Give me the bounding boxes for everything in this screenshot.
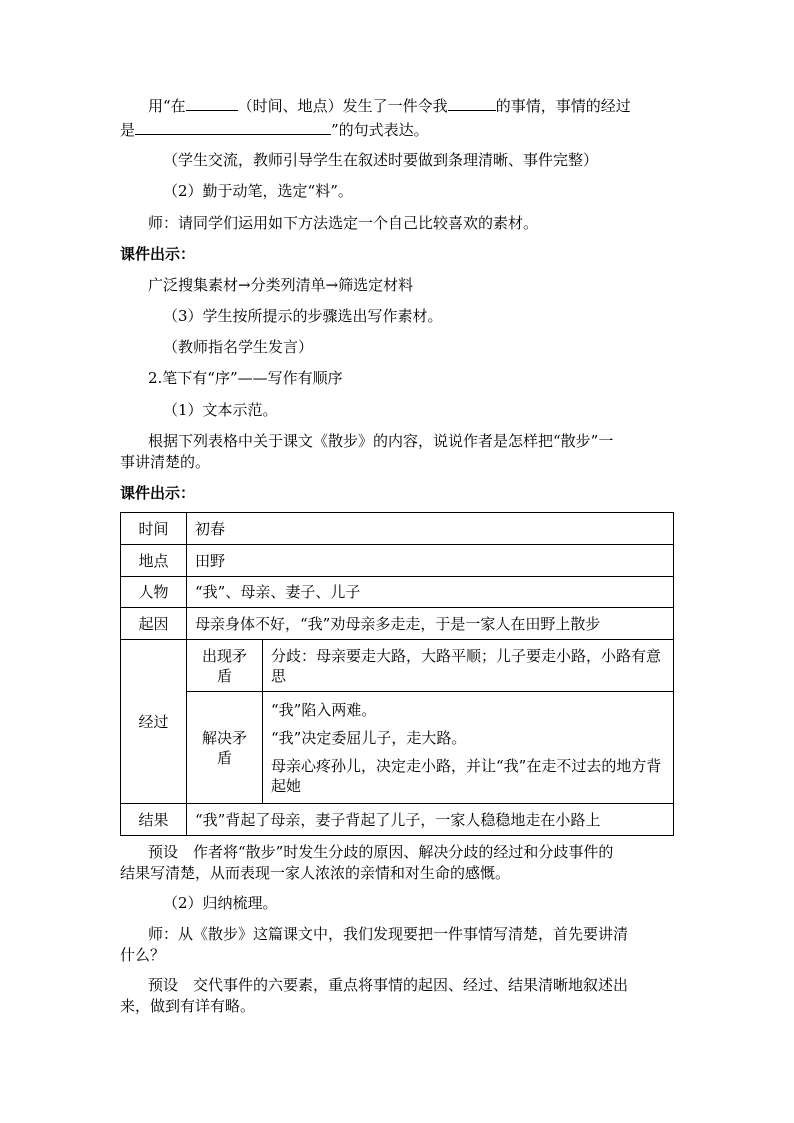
blank-feeling — [448, 96, 496, 111]
table-row — [121, 692, 674, 804]
text: 用“在 — [148, 97, 186, 115]
row-value: 初春 — [187, 513, 674, 545]
sub-value-line: “我”决定委屈儿子，走大路。 — [271, 728, 467, 747]
paragraph-teacher-instruction: 师：请同学们运用如下方法选定一个自己比较喜欢的素材。 — [148, 214, 539, 232]
table-row — [121, 513, 674, 545]
paragraph-sentence-pattern — [148, 96, 631, 116]
paragraph-step-3: （3）学生按所提示的步骤选出写作素材。 — [163, 307, 443, 325]
table-row — [121, 545, 674, 577]
section-heading-order: 2.笔下有“序”——写作有顺序 — [148, 369, 343, 387]
paragraph-preset-1: 预设 作者将“散步”时发生分歧的原因、解决分歧的经过和分歧事件的 — [148, 843, 614, 861]
row-label: 人物 — [121, 577, 187, 608]
paragraph-table-intro: 根据下列表格中关于课文《散步》的内容，说说作者是怎样把“散步”一 — [148, 432, 614, 450]
row-value: “我”、母亲、妻子、儿子 — [187, 577, 674, 608]
table-row — [121, 577, 674, 608]
row-value: 田野 — [187, 545, 674, 577]
paragraph-step-2: （2）勤于动笔，选定“料”。 — [163, 182, 353, 200]
paragraph-method-flow: 广泛搜集素材→分类列清单→筛选定材料 — [148, 276, 414, 294]
text: 的事情，事情的经过 — [495, 97, 631, 115]
sub-value-line: 母亲心疼孙儿，决定走小路，并让“我”在走不过去的地方背起她 — [271, 756, 662, 795]
paragraph-text-demo: （1）文本示范。 — [163, 401, 278, 419]
row-value: “我”背起了母亲，妻子背起了儿子，一家人稳稳地走在小路上 — [187, 804, 674, 836]
paragraph-teacher-question-cont: 什么？ — [120, 946, 166, 964]
row-value: 母亲身体不好，“我”劝母亲多走走，于是一家人在田野上散步 — [187, 608, 674, 640]
paragraph-teacher-calls: （教师指名学生发言） — [163, 338, 314, 356]
sub-label-text: 出现矛盾 — [201, 646, 247, 685]
paragraph-preset-2-cont: 来，做到有详有略。 — [120, 997, 256, 1015]
sub-label — [187, 640, 263, 692]
text: 是 — [120, 121, 136, 139]
table-row — [121, 640, 674, 692]
row-label: 地点 — [121, 545, 187, 577]
paragraph-teacher-question: 师：从《散步》这篇课文中，我们发现要把一件事情写清楚，首先要讲清 — [148, 925, 629, 943]
text: ”的句式表达。 — [331, 121, 429, 139]
paragraph-table-intro-cont: 事讲清楚的。 — [120, 453, 211, 471]
blank-time-place — [186, 96, 238, 111]
table-row — [121, 608, 674, 640]
sub-value: 分歧：母亲要走大路，大路平顺；儿子要走小路，小路有意思 — [263, 640, 674, 692]
row-label: 结果 — [121, 804, 187, 836]
paragraph-student-exchange: （学生交流，教师引导学生在叙述时要做到条理清晰、事件完整） — [163, 151, 599, 169]
text: （时间、地点）发生了一件令我 — [237, 97, 448, 115]
row-label: 时间 — [121, 513, 187, 545]
row-label: 经过 — [121, 640, 187, 804]
paragraph-preset-2: 预设 交代事件的六要素，重点将事情的起因、经过、结果清晰地叙述出 — [148, 976, 629, 994]
row-label: 起因 — [121, 608, 187, 640]
heading-courseware: 课件出示： — [120, 245, 196, 263]
sub-label-text: 解决矛盾 — [201, 728, 247, 767]
paragraph-sentence-pattern-cont — [120, 120, 429, 140]
paragraph-preset-1-cont: 结果写清楚，从而表现一家人浓浓的亲情和对生命的感慨。 — [120, 864, 511, 882]
blank-process — [135, 120, 331, 135]
sub-value-list — [263, 692, 674, 804]
heading-courseware-2: 课件出示： — [120, 484, 196, 502]
table-row — [121, 804, 674, 836]
sub-value-line: “我”陷入两难。 — [271, 700, 377, 719]
story-elements-table — [120, 512, 674, 836]
sub-label — [187, 692, 263, 804]
paragraph-summary: （2）归纳梳理。 — [163, 894, 278, 912]
